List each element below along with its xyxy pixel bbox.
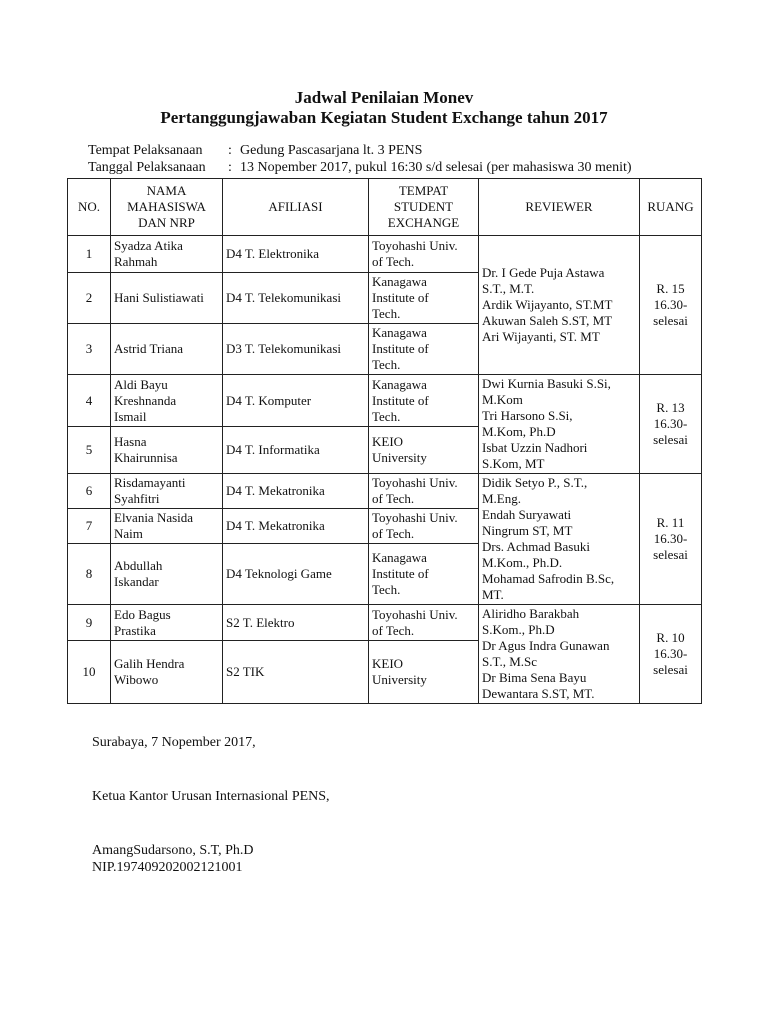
- info-date: Tanggal Pelaksanaan : 13 Nopember 2017, pukul 16:30 s/d selesai (per mahasiswa 30 menit): [88, 160, 632, 175]
- header-nama: NAMA MAHASISWA DAN NRP: [111, 179, 223, 236]
- schedule-table: [67, 178, 702, 704]
- cell-nama: Hani Sulistiawati: [111, 273, 223, 324]
- cell-nama: Astrid Triana: [111, 324, 223, 375]
- header-no: NO.: [68, 179, 111, 236]
- cell-nama: Elvania Nasida Naim: [111, 509, 223, 544]
- cell-nama: Galih Hendra Wibowo: [111, 641, 223, 704]
- cell-no: 9: [68, 605, 111, 641]
- cell-tempat: KEIO University: [369, 427, 479, 474]
- venue-label: Tempat Pelaksanaan: [88, 143, 203, 158]
- cell-nama: Aldi Bayu Kreshnanda Ismail: [111, 375, 223, 427]
- cell-no: 3: [68, 324, 111, 375]
- info-venue: Tempat Pelaksanaan : Gedung Pascasarjana lt. 3 PENS: [88, 143, 423, 158]
- footer-nip: NIP.197409202002121001: [92, 860, 243, 875]
- cell-tempat: Toyohashi Univ. of Tech.: [369, 236, 479, 273]
- cell-reviewer-group-4: Aliridho Barakbah S.Kom., Ph.D Dr Agus Indra Gunawan S.T., M.Sc Dr Bima Sena Bayu Dewantara S.ST, MT.: [479, 605, 640, 704]
- table-row: [68, 474, 702, 509]
- cell-afiliasi: D4 T. Mekatronika: [223, 474, 369, 509]
- cell-nama: Risdamayanti Syahfitri: [111, 474, 223, 509]
- cell-reviewer-group-2: Dwi Kurnia Basuki S.Si, M.Kom Tri Harsono S.Si, M.Kom, Ph.D Isbat Uzzin Nadhori S.Kom, MT: [479, 375, 640, 474]
- header-tempat: TEMPAT STUDENT EXCHANGE: [369, 179, 479, 236]
- cell-nama: Hasna Khairunnisa: [111, 427, 223, 474]
- table-row: [68, 605, 702, 641]
- cell-tempat: Kanagawa Institute of Tech.: [369, 544, 479, 605]
- cell-afiliasi: S2 T. Elektro: [223, 605, 369, 641]
- document-title: Jadwal Penilaian Monev: [294, 88, 474, 107]
- table-row: [68, 375, 702, 427]
- cell-afiliasi: S2 TIK: [223, 641, 369, 704]
- venue-value: Gedung Pascasarjana lt. 3 PENS: [240, 143, 423, 158]
- cell-room-group-4: R. 10 16.30- selesai: [640, 605, 702, 704]
- table-row: [68, 236, 702, 273]
- footer-position: Ketua Kantor Urusan Internasional PENS,: [92, 789, 330, 804]
- cell-no: 7: [68, 509, 111, 544]
- cell-no: 10: [68, 641, 111, 704]
- cell-afiliasi: D4 T. Informatika: [223, 427, 369, 474]
- cell-tempat: KEIO University: [369, 641, 479, 704]
- cell-tempat: Kanagawa Institute of Tech.: [369, 375, 479, 427]
- cell-afiliasi: D4 T. Elektronika: [223, 236, 369, 273]
- cell-tempat: Kanagawa Institute of Tech.: [369, 273, 479, 324]
- cell-room-group-3: R. 11 16.30- selesai: [640, 474, 702, 605]
- date-label: Tanggal Pelaksanaan: [88, 160, 206, 175]
- cell-nama: Abdullah Iskandar: [111, 544, 223, 605]
- footer-signatory-name: AmangSudarsono, S.T, Ph.D: [92, 843, 254, 858]
- cell-no: 1: [68, 236, 111, 273]
- cell-afiliasi: D4 T. Telekomunikasi: [223, 273, 369, 324]
- cell-reviewer-group-1: Dr. I Gede Puja Astawa S.T., M.T. Ardik Wijayanto, ST.MT Akuwan Saleh S.ST, MT Ari Wijayanti, ST. MT: [479, 236, 640, 375]
- cell-afiliasi: D4 T. Mekatronika: [223, 509, 369, 544]
- cell-afiliasi: D3 T. Telekomunikasi: [223, 324, 369, 375]
- footer-place-date: Surabaya, 7 Nopember 2017,: [92, 735, 256, 750]
- cell-no: 2: [68, 273, 111, 324]
- cell-tempat: Toyohashi Univ. of Tech.: [369, 474, 479, 509]
- cell-nama: Edo Bagus Prastika: [111, 605, 223, 641]
- cell-afiliasi: D4 Teknologi Game: [223, 544, 369, 605]
- cell-room-group-1: R. 15 16.30- selesai: [640, 236, 702, 375]
- header-row: [68, 179, 702, 236]
- header-afiliasi: AFILIASI: [223, 179, 369, 236]
- cell-no: 5: [68, 427, 111, 474]
- cell-room-group-2: R. 13 16.30- selesai: [640, 375, 702, 474]
- cell-tempat: Toyohashi Univ. of Tech.: [369, 509, 479, 544]
- cell-no: 6: [68, 474, 111, 509]
- cell-tempat: Kanagawa Institute of Tech.: [369, 324, 479, 375]
- cell-no: 4: [68, 375, 111, 427]
- header-reviewer: REVIEWER: [479, 179, 640, 236]
- cell-reviewer-group-3: Didik Setyo P., S.T., M.Eng. Endah Suryawati Ningrum ST, MT Drs. Achmad Basuki M.Kom., Ph.D. Mohamad Safrodin B.Sc, MT.: [479, 474, 640, 605]
- cell-afiliasi: D4 T. Komputer: [223, 375, 369, 427]
- cell-nama: Syadza Atika Rahmah: [111, 236, 223, 273]
- document-subtitle: Pertanggungjawaban Kegiatan Student Exchange tahun 2017: [160, 108, 608, 127]
- cell-tempat: Toyohashi Univ. of Tech.: [369, 605, 479, 641]
- header-ruang: RUANG: [640, 179, 702, 236]
- cell-no: 8: [68, 544, 111, 605]
- date-value: 13 Nopember 2017, pukul 16:30 s/d selesai (per mahasiswa 30 menit): [240, 160, 632, 175]
